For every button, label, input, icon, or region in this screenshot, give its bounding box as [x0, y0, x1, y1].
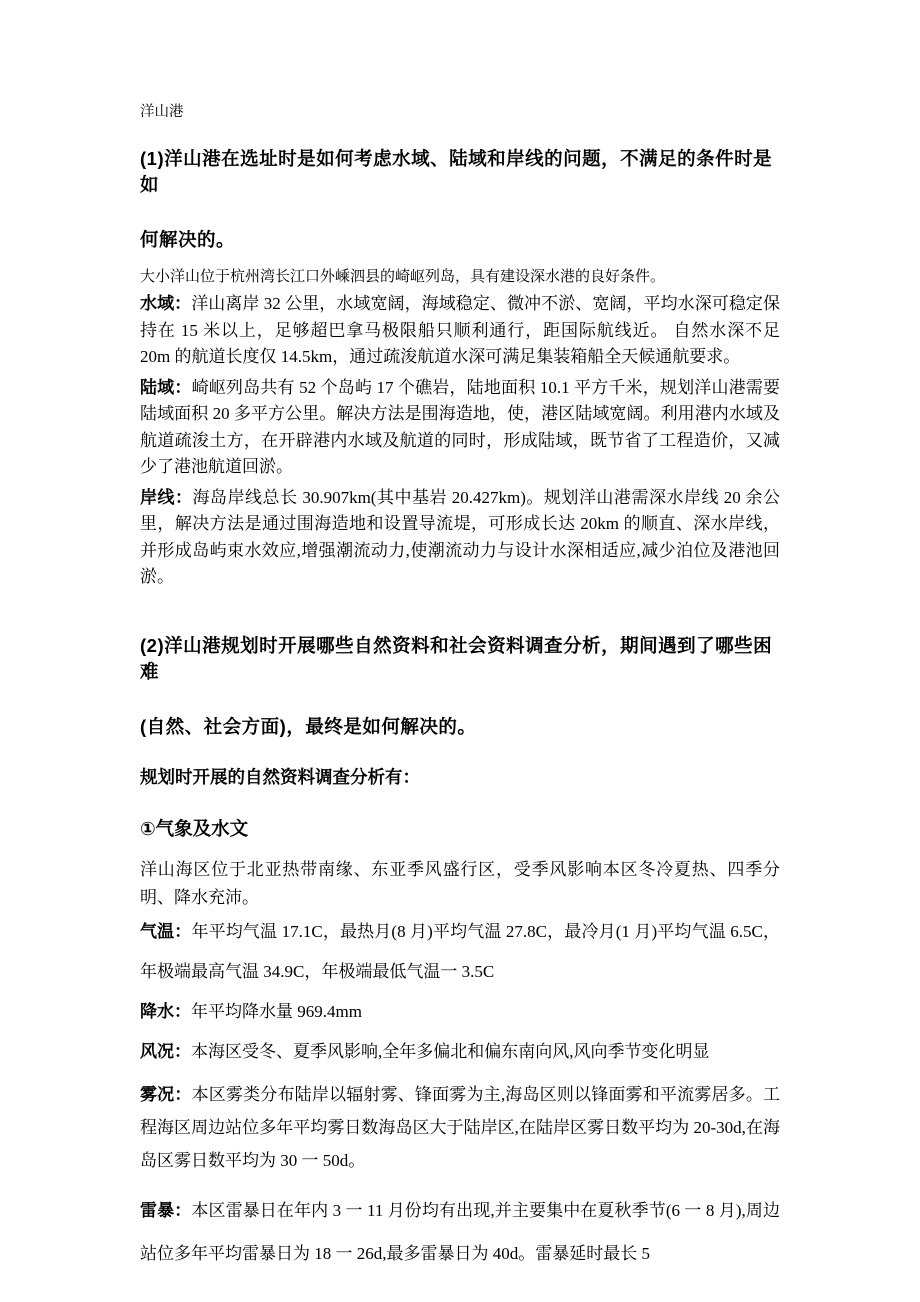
text-shoreline: 海岛岸线总长 30.907km(其中基岩 20.427km)。规划洋山港需深水岸线 20 余公里，解决方法是通过围海造地和设置导流堤，可形成长达 20km 的顺直、深水岸线，并形成岛屿束水效应,增强潮流动力,使潮流动力与设计水深相适应,减少泊位及港池回淤。	[140, 487, 780, 586]
text-fog: 本区雾类分布陆岸以辐射雾、锋面雾为主,海岛区则以锋面雾和平流雾居多。工程海区周边站位多年平均雾日数海岛区大于陆岸区,在陆岸区雾日数平均为 20-30d,在海岛区雾日数平均为 30 一 50d。	[140, 1084, 781, 1170]
label-land-area: 陆域：	[140, 377, 192, 397]
text-precipitation: 年平均降水量 969.4mm	[191, 1001, 362, 1021]
label-fog: 雾况：	[140, 1084, 192, 1104]
paragraph-wind	[140, 1032, 780, 1072]
q1-intro-paragraph: 大小洋山位于杭州湾长江口外嵊泗县的崎岖列岛，具有建设深水港的良好条件。	[140, 269, 666, 285]
label-water-area: 水域：	[140, 294, 192, 313]
question-2-heading-line-2: (自然、社会方面)，最终是如何解决的。	[140, 715, 477, 737]
text-thunderstorm: 本区雷暴日在年内 3 一 11 月份均有出现,并主要集中在夏秋季节(6 一 8 月),周边站位多年平均雷暴日为 18 一 26d,最多雷暴日为 40d。雷暴延时最长 5	[140, 1200, 780, 1263]
section-title-meteorology-hydrology: ①气象及水文	[140, 817, 249, 839]
label-temperature: 气温：	[140, 921, 192, 941]
q2-lead-line: 规划时开展的自然资料调查分析有：	[140, 766, 420, 787]
text-wind: 本海区受冬、夏季风影响,全年多偏北和偏东南向风,风向季节变化明显	[191, 1041, 710, 1061]
q2-section-intro: 洋山海区位于北亚热带南缘、东亚季风盛行区，受季风影响本区冬冷夏热、四季分明、降水充沛。	[140, 859, 780, 907]
label-shoreline: 岸线：	[140, 487, 193, 507]
text-water-area: 洋山离岸 32 公里，水域宽阔，海域稳定、微冲不淤、宽阔，平均水深可稳定保持在 15 米以上，足够超巴拿马极限船只顺利通行，距国际航线近。 自然水深不足 20m 的航道长度仅 14.5km，通过疏浚航道水深可满足集装箱船全天候通航要求。	[140, 294, 780, 366]
paragraph-fog	[140, 1078, 780, 1177]
paragraph-temperature	[140, 912, 780, 992]
paragraph-water-area	[140, 291, 780, 371]
label-precipitation: 降水：	[140, 1001, 191, 1021]
text-temperature: 年平均气温 17.1C，最热月(8 月)平均气温 27.8C，最冷月(1 月)平均气温 6.5C，年极端最高气温 34.9C，年极端最低气温一 3.5C	[140, 921, 780, 981]
label-thunderstorm: 雷暴：	[140, 1200, 192, 1220]
paragraph-land-area	[140, 375, 780, 481]
text-land-area: 崎岖列岛共有 52 个岛屿 17 个礁岩，陆地面积 10.1 平方千米，规划洋山港需要陆域面积 20 多平方公里。解决方法是围海造地，使，港区陆域宽阔。利用港内水域及航道疏浚土方，在开辟港内水域及航道的同时，形成陆域，既节省了工程造价，又减少了港池航道回淤。	[140, 377, 781, 476]
paragraph-precipitation	[140, 992, 780, 1032]
doc-title: 洋山港	[140, 104, 184, 120]
question-1-heading-line-1: (1)洋山港在选址时是如何考虑水域、陆域和岸线的问题，不满足的条件时是如	[140, 148, 773, 195]
question-2-heading-line-1: (2)洋山港规划时开展哪些自然资料和社会资料调查分析，期间遇到了哪些困难	[140, 634, 773, 682]
question-1-heading-line-2: 何解决的。	[140, 229, 236, 250]
paragraph-shoreline	[140, 485, 780, 591]
label-wind: 风况：	[140, 1041, 191, 1061]
paragraph-thunderstorm	[140, 1189, 780, 1275]
